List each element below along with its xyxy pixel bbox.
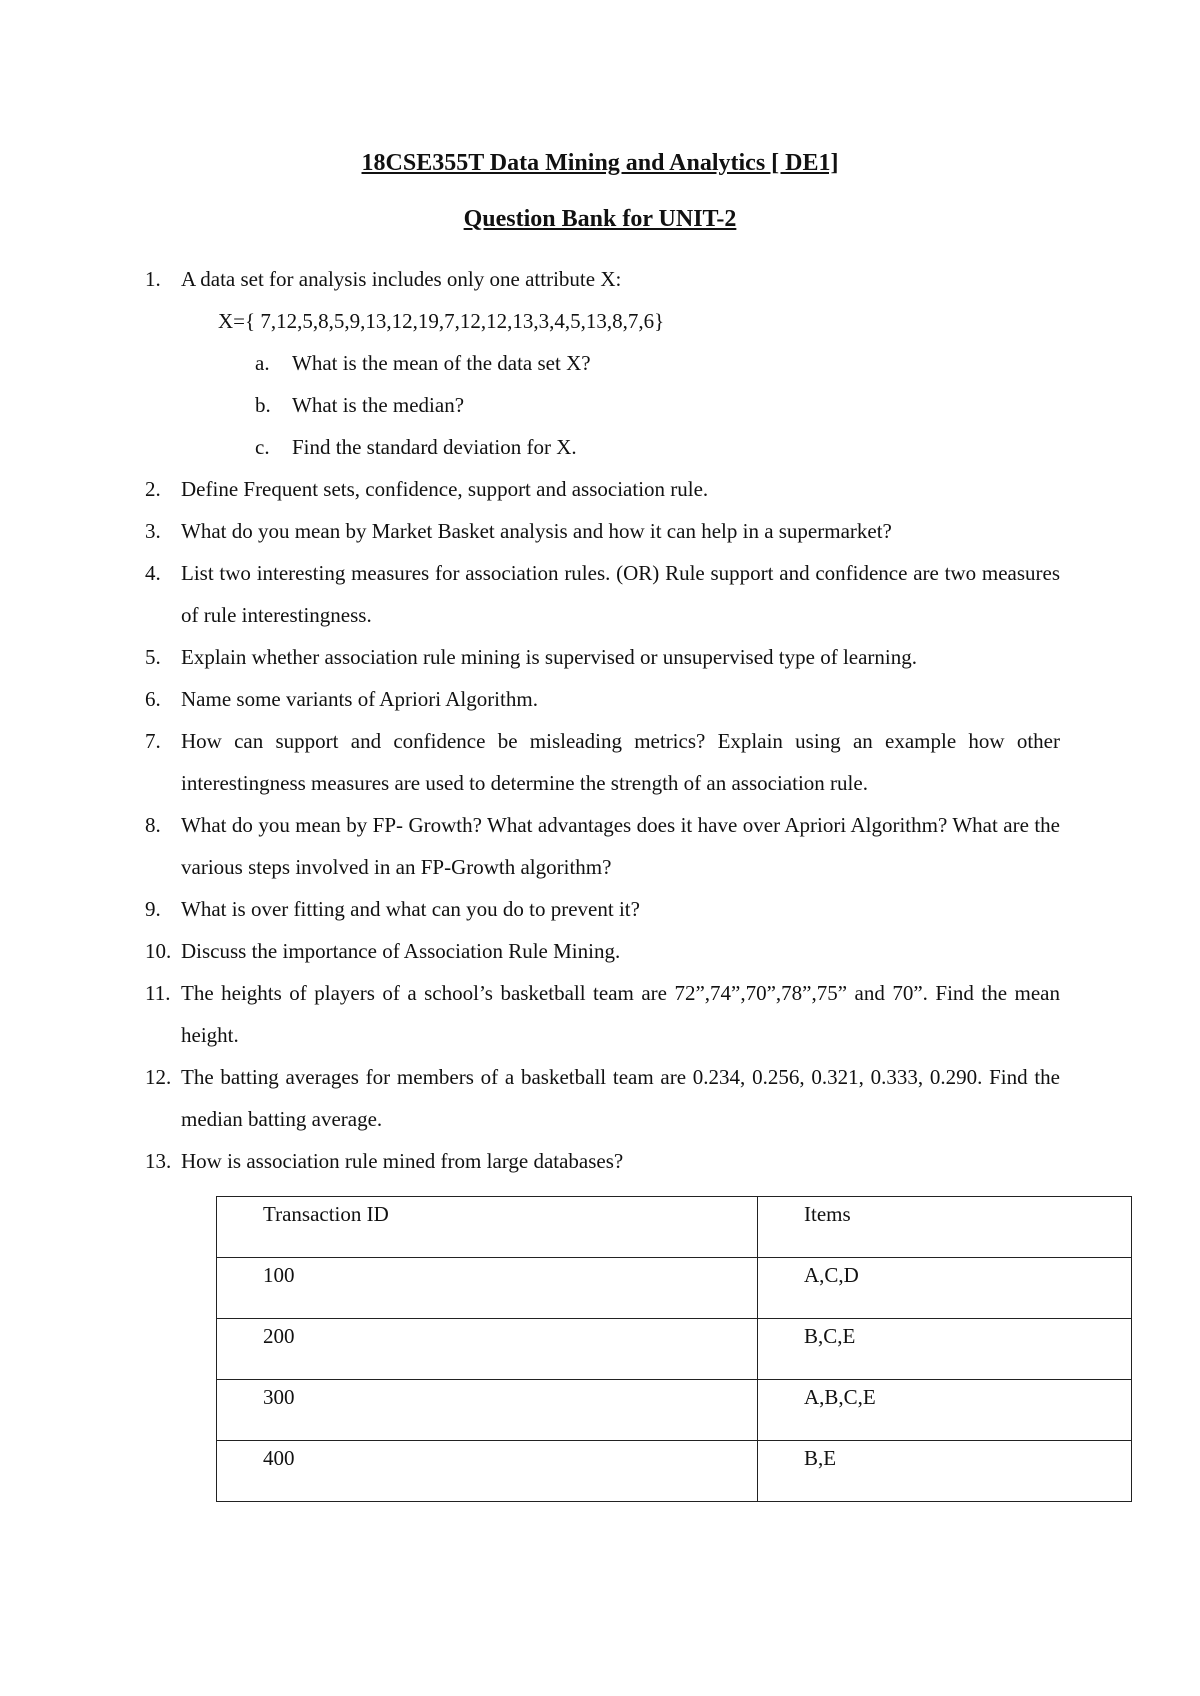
header-items: Items	[758, 1197, 1132, 1258]
question-item	[145, 888, 1060, 930]
question-item	[145, 258, 1060, 300]
question-text: The batting averages for members of a basketball team are 0.234, 0.256, 0.321, 0.333, 0.290. Find the median batting average.	[181, 1065, 1060, 1131]
question-text: List two interesting measures for association rules. (OR) Rule support and confidence are two measures of rule interestingness.	[181, 561, 1060, 627]
question-item	[145, 930, 1060, 972]
sub-question-text: What is the mean of the data set X?	[292, 351, 591, 375]
question-number: 10.	[145, 939, 172, 963]
sub-question	[145, 426, 1060, 468]
question-item	[145, 552, 1060, 636]
header-transaction-id: Transaction ID	[217, 1197, 758, 1258]
question-text: How can support and confidence be misleading metrics? Explain using an example how other interestingness measures are used to determine the strength of an association rule.	[181, 729, 1060, 795]
question-number: 11.	[145, 981, 171, 1005]
sub-question-letter: a.	[255, 351, 270, 375]
question-text: What do you mean by Market Basket analysis and how it can help in a supermarket?	[181, 519, 892, 543]
transaction-id-cell: 100	[217, 1258, 758, 1319]
table-row	[217, 1380, 1132, 1441]
items-cell: A,C,D	[758, 1258, 1132, 1319]
question-number: 9.	[145, 897, 161, 921]
items-cell: B,E	[758, 1441, 1132, 1502]
sub-question	[145, 384, 1060, 426]
sub-question-letter: c.	[255, 435, 270, 459]
table-row	[217, 1319, 1132, 1380]
table-row	[217, 1258, 1132, 1319]
sub-question	[145, 342, 1060, 384]
sub-question-text: Find the standard deviation for X.	[292, 435, 577, 459]
items-cell: A,B,C,E	[758, 1380, 1132, 1441]
question-text: Name some variants of Apriori Algorithm.	[181, 687, 538, 711]
question-text: How is association rule mined from large databases?	[181, 1149, 624, 1173]
question-text: The heights of players of a school’s basketball team are 72”,74”,70”,78”,75” and 70”. Find the mean height.	[181, 981, 1060, 1047]
question-number: 1.	[145, 267, 161, 291]
question-text: Discuss the importance of Association Rule Mining.	[181, 939, 621, 963]
items-cell: B,C,E	[758, 1319, 1132, 1380]
sub-question-text: What is the median?	[292, 393, 465, 417]
question-text: What do you mean by FP- Growth? What advantages does it have over Apriori Algorithm? What are the various steps involved in an FP-Growth algorithm?	[181, 813, 1060, 879]
question-item	[145, 804, 1060, 888]
question-item	[145, 468, 1060, 510]
question-item	[145, 1140, 1060, 1182]
question-number: 4.	[145, 561, 161, 585]
transaction-id-cell: 300	[217, 1380, 758, 1441]
question-number: 6.	[145, 687, 161, 711]
transaction-id-cell: 200	[217, 1319, 758, 1380]
question-item	[145, 678, 1060, 720]
question-item	[145, 972, 1060, 1056]
question-item	[145, 510, 1060, 552]
table-header-row	[217, 1197, 1132, 1258]
question-number: 5.	[145, 645, 161, 669]
question-number: 2.	[145, 477, 161, 501]
question-item	[145, 720, 1060, 804]
question-number: 3.	[145, 519, 161, 543]
question-item	[145, 1056, 1060, 1140]
data-set-line: X={ 7,12,5,8,5,9,13,12,19,7,12,12,13,3,4,5,13,8,7,6}	[218, 309, 665, 333]
course-title: 18CSE355T Data Mining and Analytics [ DE1]	[361, 150, 839, 176]
question-number: 12.	[145, 1065, 172, 1089]
question-text: What is over fitting and what can you do to prevent it?	[181, 897, 640, 921]
question-text: Explain whether association rule mining is supervised or unsupervised type of learning.	[181, 645, 917, 669]
transaction-id-cell: 400	[217, 1441, 758, 1502]
question-number: 13.	[145, 1149, 172, 1173]
question-number: 7.	[145, 729, 161, 753]
question-item	[145, 636, 1060, 678]
question-list	[145, 258, 1060, 1182]
question-number: 8.	[145, 813, 161, 837]
table-row	[217, 1441, 1132, 1502]
question-bank-subtitle: Question Bank for UNIT-2	[463, 206, 737, 232]
transaction-table	[216, 1196, 1132, 1502]
question-text: A data set for analysis includes only one attribute X:	[181, 267, 622, 291]
question-text: Define Frequent sets, confidence, support and association rule.	[181, 477, 709, 501]
sub-question-letter: b.	[255, 393, 271, 417]
